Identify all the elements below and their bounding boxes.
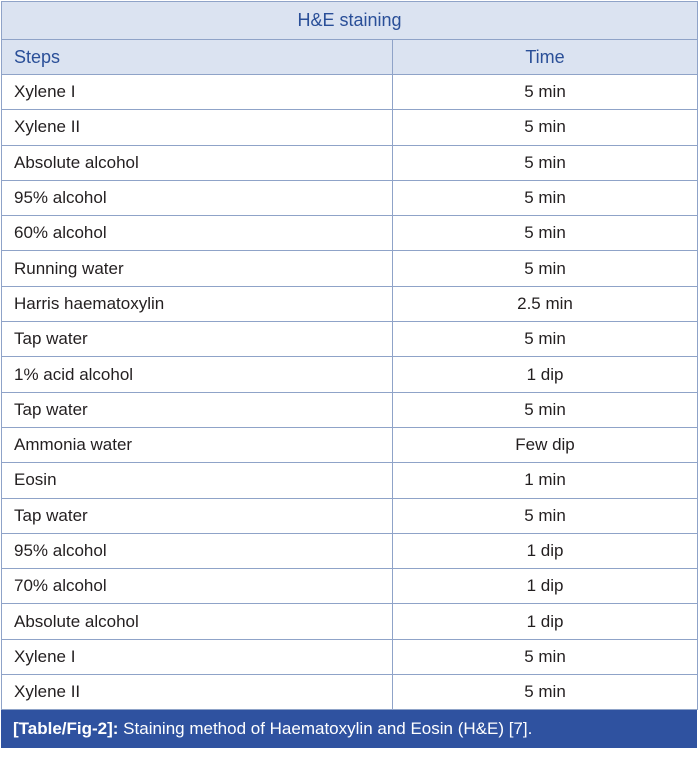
table-header-row xyxy=(2,40,698,75)
step-cell: Absolute alcohol xyxy=(2,145,393,180)
table-row xyxy=(2,533,698,568)
table-row xyxy=(2,498,698,533)
step-cell: 60% alcohol xyxy=(2,216,393,251)
table-row xyxy=(2,75,698,110)
step-cell: 95% alcohol xyxy=(2,533,393,568)
time-cell: 5 min xyxy=(393,639,698,674)
table-row xyxy=(2,427,698,462)
time-cell: 2.5 min xyxy=(393,286,698,321)
table-title: H&E staining xyxy=(2,2,698,40)
time-cell: 5 min xyxy=(393,110,698,145)
step-cell: Xylene I xyxy=(2,639,393,674)
time-cell: 5 min xyxy=(393,322,698,357)
time-cell: 1 dip xyxy=(393,604,698,639)
time-cell: 5 min xyxy=(393,180,698,215)
table-row xyxy=(2,604,698,639)
step-cell: Eosin xyxy=(2,463,393,498)
step-cell: 70% alcohol xyxy=(2,569,393,604)
step-cell: Xylene II xyxy=(2,675,393,710)
caption-label: [Table/Fig-2]: xyxy=(13,719,119,739)
staining-table xyxy=(1,1,698,710)
table-figure xyxy=(1,1,697,748)
time-cell: 5 min xyxy=(393,675,698,710)
time-cell: 1 dip xyxy=(393,569,698,604)
step-cell: Running water xyxy=(2,251,393,286)
step-cell: Xylene II xyxy=(2,110,393,145)
step-cell: Absolute alcohol xyxy=(2,604,393,639)
time-cell: 5 min xyxy=(393,498,698,533)
step-cell: 95% alcohol xyxy=(2,180,393,215)
step-cell: Tap water xyxy=(2,498,393,533)
table-body xyxy=(2,75,698,710)
table-row xyxy=(2,251,698,286)
step-cell: Tap water xyxy=(2,322,393,357)
time-cell: 5 min xyxy=(393,216,698,251)
table-row xyxy=(2,180,698,215)
table-row xyxy=(2,286,698,321)
time-cell: 5 min xyxy=(393,145,698,180)
step-cell: Xylene I xyxy=(2,75,393,110)
table-row xyxy=(2,392,698,427)
table-row xyxy=(2,110,698,145)
time-cell: 1 dip xyxy=(393,533,698,568)
table-row xyxy=(2,639,698,674)
step-cell: Ammonia water xyxy=(2,427,393,462)
step-cell: Harris haematoxylin xyxy=(2,286,393,321)
time-cell: 5 min xyxy=(393,392,698,427)
time-cell: Few dip xyxy=(393,427,698,462)
table-caption xyxy=(1,710,697,748)
table-row xyxy=(2,322,698,357)
time-cell: 1 min xyxy=(393,463,698,498)
table-title-row xyxy=(2,2,698,40)
column-header-time: Time xyxy=(393,40,698,75)
caption-text: Staining method of Haematoxylin and Eosin (H&E) [7]. xyxy=(118,719,533,739)
table-row xyxy=(2,675,698,710)
table-row xyxy=(2,569,698,604)
table-row xyxy=(2,145,698,180)
table-row xyxy=(2,216,698,251)
column-header-steps: Steps xyxy=(2,40,393,75)
step-cell: 1% acid alcohol xyxy=(2,357,393,392)
step-cell: Tap water xyxy=(2,392,393,427)
time-cell: 1 dip xyxy=(393,357,698,392)
table-row xyxy=(2,463,698,498)
time-cell: 5 min xyxy=(393,251,698,286)
table-row xyxy=(2,357,698,392)
time-cell: 5 min xyxy=(393,75,698,110)
